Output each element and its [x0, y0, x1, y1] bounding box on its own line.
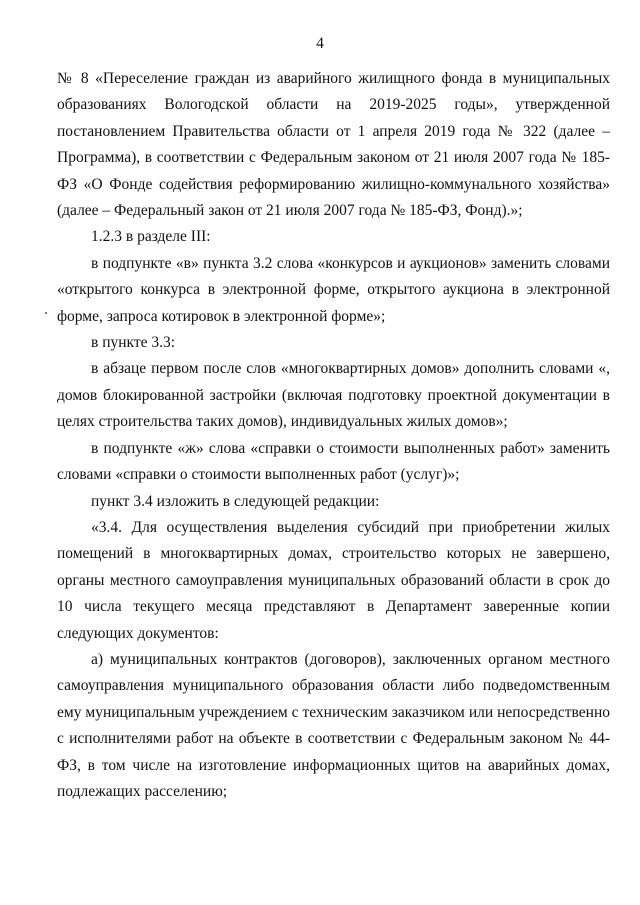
- paragraph: в подпункте «ж» слова «справки о стоимости выполненных работ» заменить словами «справки о стоимости выполненных работ (услуг)»;: [57, 439, 610, 484]
- paragraph: «3.4. Для осуществления выделения субсидий при приобретении жилых помещений в многоквартирных домах, строительство которых не завершено, органы местного самоуправления муниципальных образований области в срок до 10 числа текущего месяца представляют в Департамент заверенные копии следующих документов:: [57, 518, 610, 642]
- paragraph: в подпункте «в» пункта 3.2 слова «конкурсов и аукционов» заменить словами «открытого конкурса в электронной форме, открытого аукциона в электронной форме, запроса котировок в электронной форме»;: [57, 254, 610, 325]
- paragraph: 1.2.3 в разделе III:: [91, 228, 211, 246]
- scan-artifact: [45, 312, 47, 314]
- paragraph: в абзаце первом после слов «многоквартирных домов» дополнить словами «, домов блокированной застройки (включая подготовку проектной документации в целях строительства таких домов), индивидуальных жилых домов»;: [57, 360, 610, 431]
- paragraph: пункт 3.4 изложить в следующей редакции:: [91, 492, 380, 510]
- document-body: [57, 66, 610, 805]
- paragraph: а) муниципальных контрактов (договоров), заключенных органом местного самоуправления муниципального образования области либо подведомственным ему муниципальным учреждением с техническим заказчиком или непосредственно с исполнителями работ на объекте в соответствии с Федеральным законом № 44-ФЗ, в том числе на изготовление информационных щитов на аварийных домах, подлежащих расселению;: [57, 650, 610, 800]
- paragraph: в пункте 3.3:: [91, 334, 176, 352]
- page-number: 4: [316, 35, 324, 52]
- paragraph: № 8 «Переселение граждан из аварийного жилищного фонда в муниципальных образованиях Вологодской области на 2019-2025 годы», утвержденной постановлением Правительства области от 1 апреля 2019 года № 322 (далее – Программа), в соответствии с Федеральным законом от 21 июля 2007 года № 185-ФЗ «О Фонде содействия реформированию жилищно-коммунального хозяйства» (далее – Федеральный закон от 21 июля 2007 года № 185-ФЗ, Фонд).»;: [57, 70, 610, 220]
